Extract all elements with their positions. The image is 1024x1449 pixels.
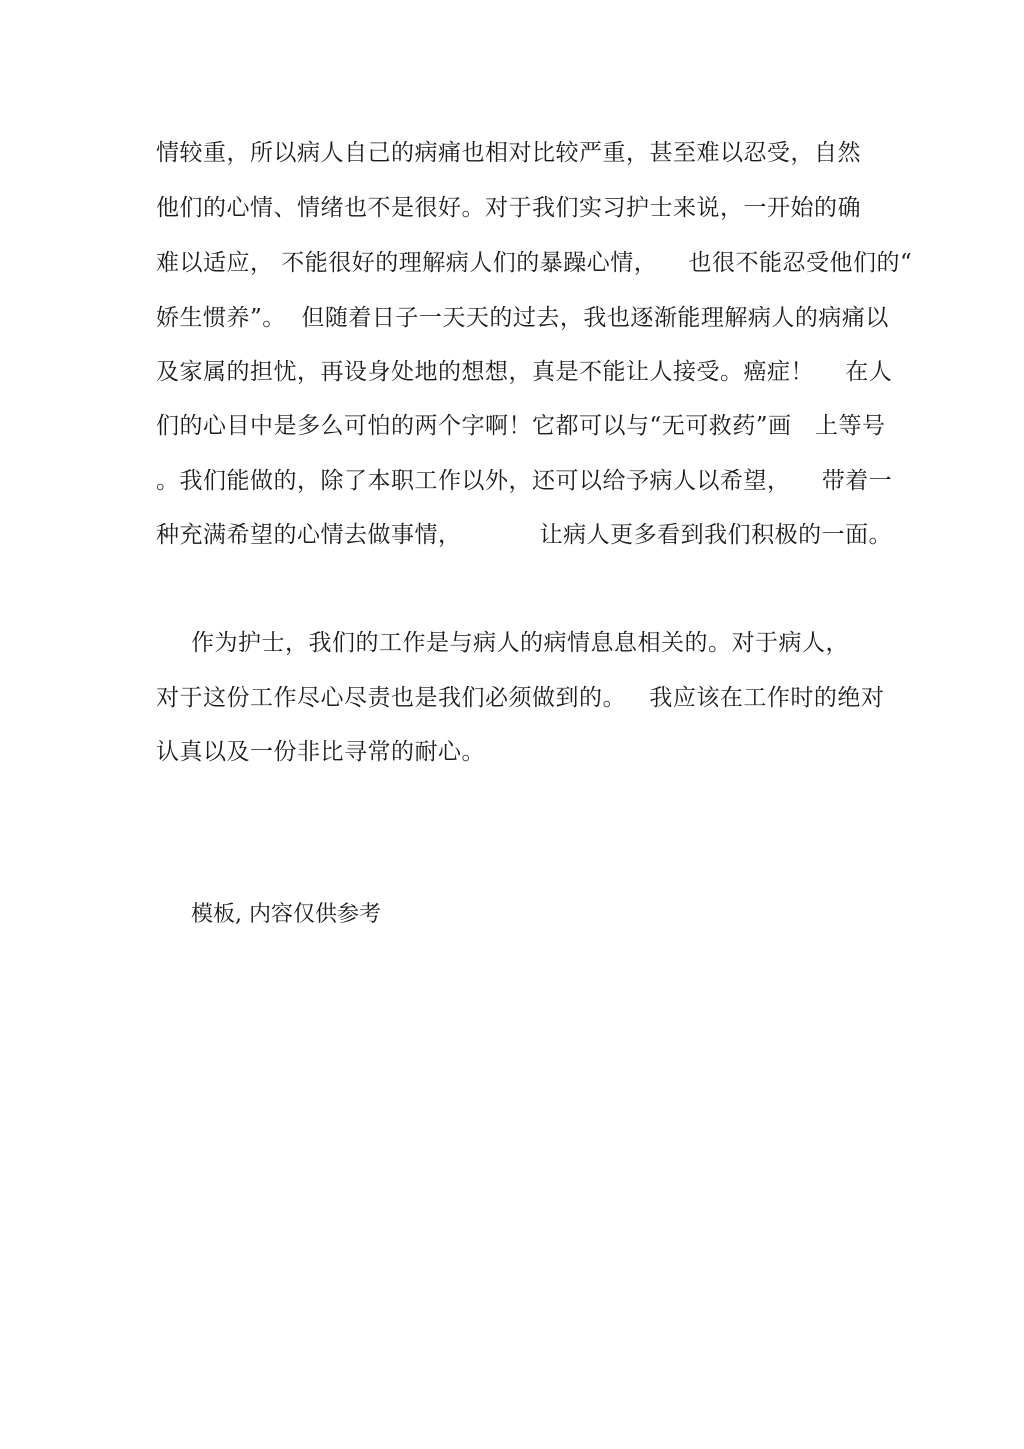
paragraph-1-line-7: 。我们能做的，除了本职工作以外，还可以给予病人以希望， 带着一 <box>156 468 893 494</box>
template-disclaimer: 模板, 内容仅供参考 <box>191 902 381 927</box>
paragraph-1-line-8: 种充满希望的心情去做事情， 让病人更多看到我们积极的一面。 <box>156 522 893 548</box>
paragraph-1-line-6: 们的心目中是多么可怕的两个字啊！它都可以与“无可救药”画 上等号 <box>156 413 886 439</box>
paragraph-1-line-4: 娇生惯养”。 但随着日子一天天的过去，我也逐渐能理解病人的病痛以 <box>156 305 889 331</box>
paragraph-1-line-1: 情较重，所以病人自己的病痛也相对比较严重，甚至难以忍受，自然 <box>156 140 861 166</box>
paragraph-1-line-2: 他们的心情、情绪也不是很好。对于我们实习护士来说，一开始的确 <box>156 195 861 221</box>
paragraph-1-line-5: 及家属的担忧，再设身处地的想想，真是不能让人接受。癌症！ 在人 <box>156 359 893 385</box>
paragraph-2-line-1: 作为护士，我们的工作是与病人的病情息息相关的。对于病人， <box>191 630 849 656</box>
paragraph-2-line-2: 对于这份工作尽心尽责也是我们必须做到的。 我应该在工作时的绝对 <box>156 685 885 711</box>
paragraph-1-line-3: 难以适应， 不能很好的理解病人们的暴躁心情， 也很不能忍受他们的“ <box>156 250 913 276</box>
paragraph-2-line-3: 认真以及一份非比寻常的耐心。 <box>156 739 485 765</box>
